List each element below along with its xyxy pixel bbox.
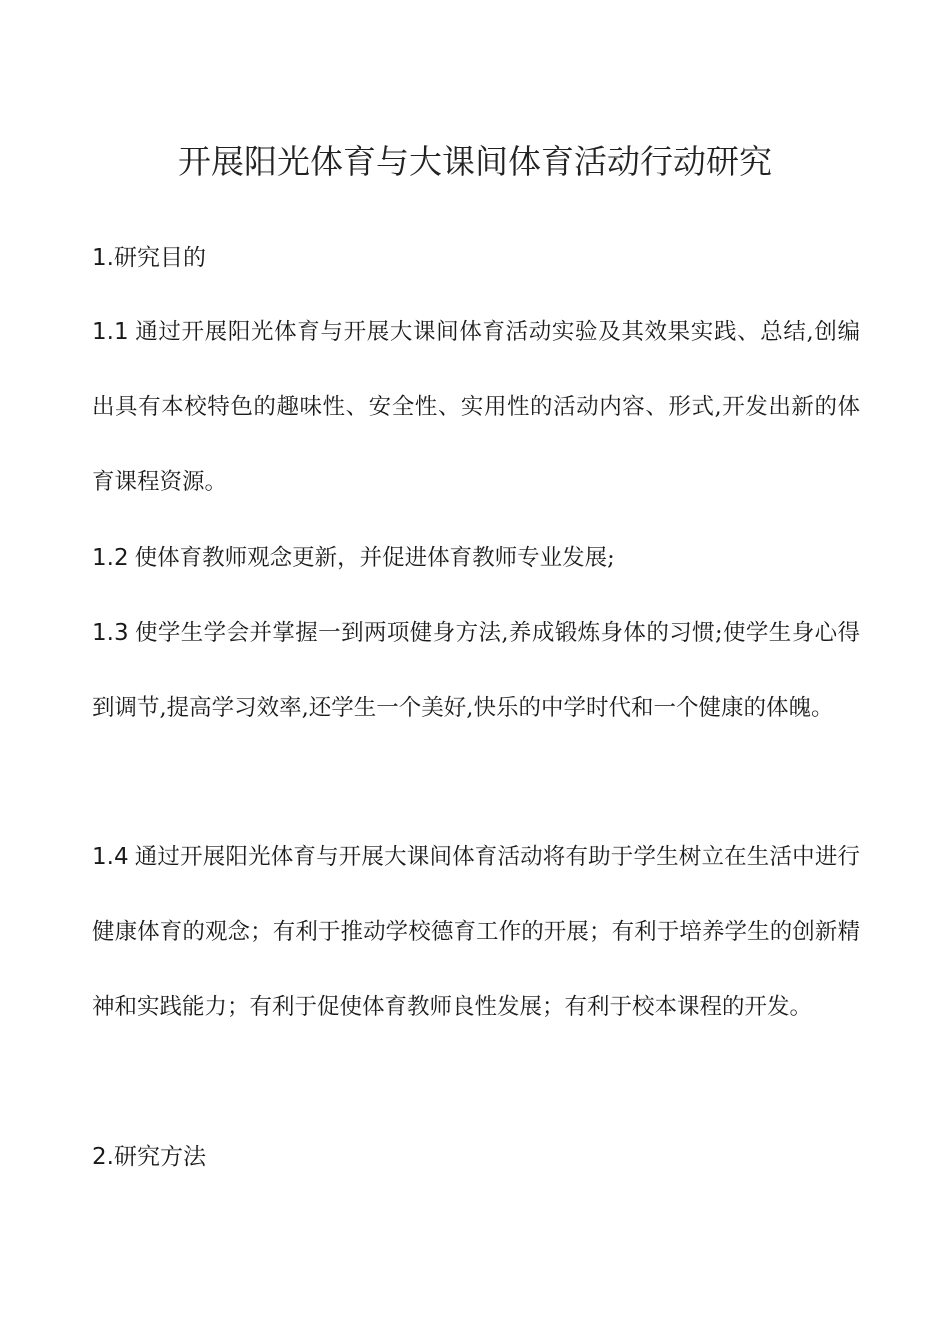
section-heading-method: 2.研究方法 — [92, 1144, 206, 1170]
section-heading-purpose: 1.研究目的 — [92, 245, 206, 271]
document-title: 开展阳光体育与大课间体育活动行动研究 — [178, 142, 772, 181]
paragraph-1-3 — [92, 596, 860, 746]
paragraph-number: 1.3 — [92, 620, 129, 646]
paragraph-text: 使学生学会并掌握一到两项健身方法,养成锻炼身体的习惯;使学生身心得到调节,提高学习效率,还学生一个美好,快乐的中学时代和一个健康的体魄。 — [92, 620, 860, 721]
paragraph-text: 使体育教师观念更新，并促进体育教师专业发展; — [134, 545, 615, 571]
paragraph-text: 通过开展阳光体育与开展大课间体育活动实验及其效果实践、总结,创编出具有本校特色的趣味性、安全性、实用性的活动内容、形式,开发出新的体育课程资源。 — [92, 319, 860, 495]
paragraph-1-2 — [92, 521, 860, 596]
paragraph-1-1 — [92, 295, 860, 520]
paragraph-number: 1.1 — [92, 319, 129, 345]
paragraph-number: 1.2 — [92, 545, 129, 571]
paragraph-text: 通过开展阳光体育与开展大课间体育活动将有助于学生树立在生活中进行健康体育的观念；有利于推动学校德育工作的开展；有利于培养学生的创新精神和实践能力；有利于促使体育教师良性发展；有利于校本课程的开发。 — [92, 844, 860, 1020]
paragraph-number: 1.4 — [92, 844, 129, 870]
paragraph-1-4 — [92, 820, 860, 1045]
